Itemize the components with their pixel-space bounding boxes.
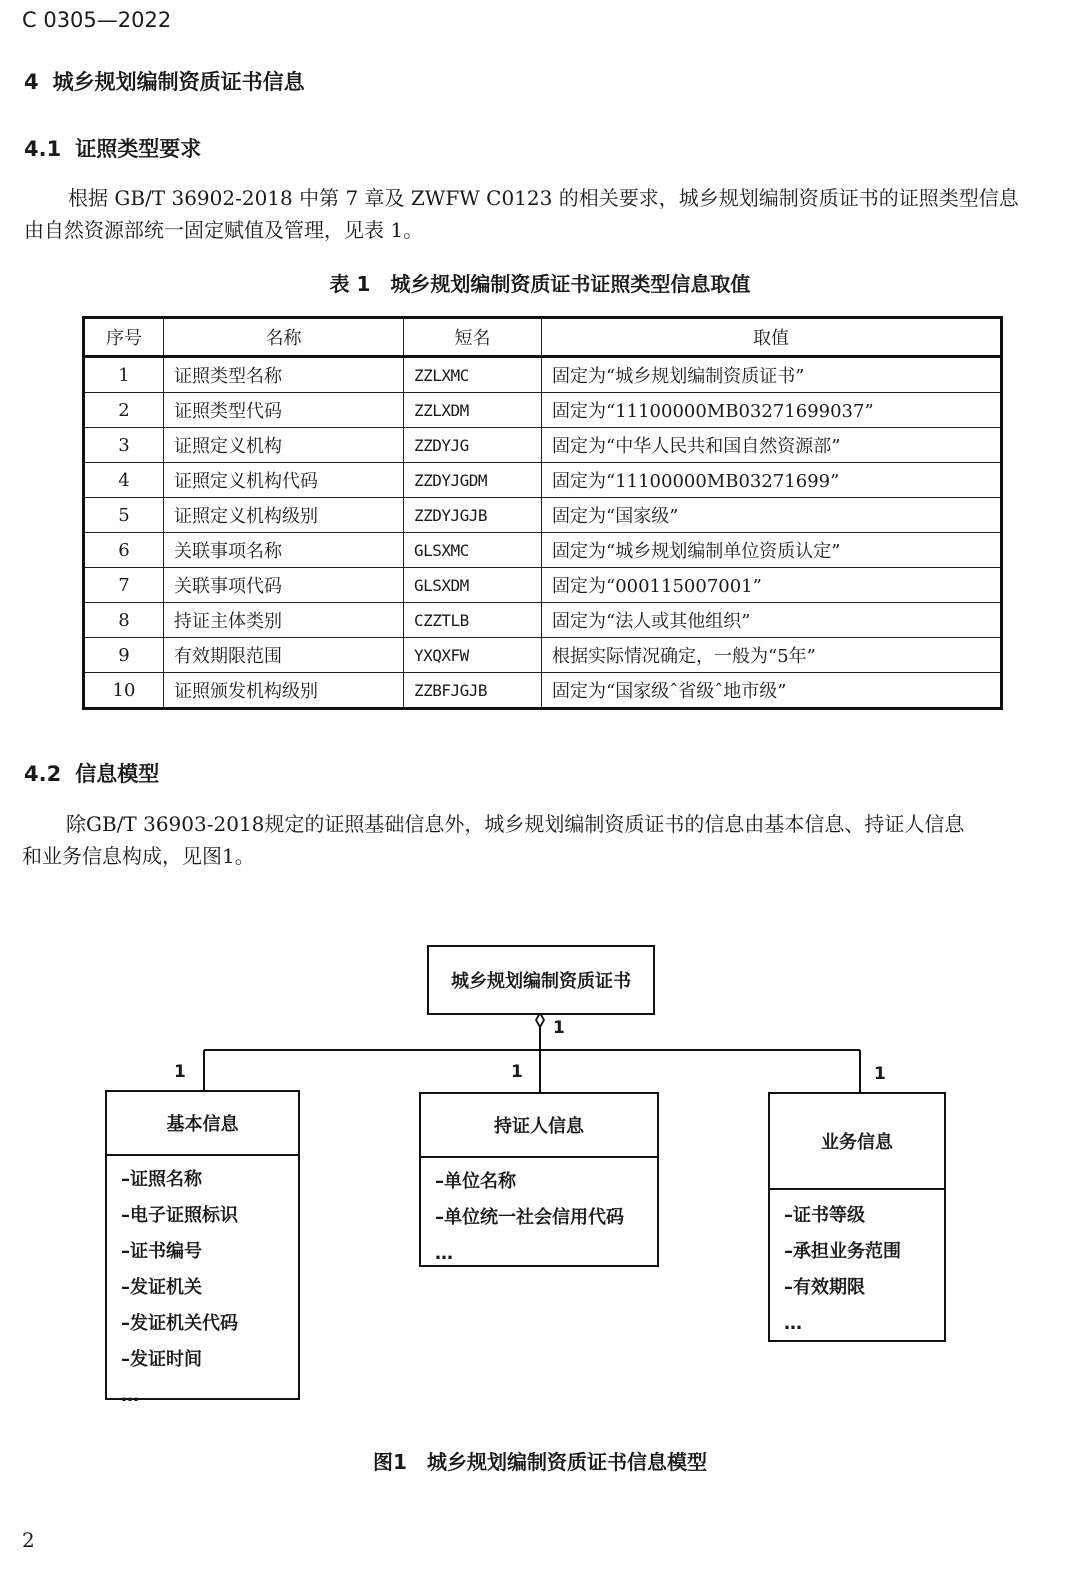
cell-name: 证照类型代码 (164, 393, 404, 428)
multiplicity-business-info: 1 (874, 1064, 886, 1084)
cell-short-name: ZZBFJGJB (404, 673, 542, 709)
uml-attribute: –电子证照标识 (121, 1205, 238, 1226)
uml-class-basic-info-title: 基本信息 (107, 1092, 298, 1156)
uml-class-business-info-attributes (770, 1190, 944, 1342)
section-4-title: 城乡规划编制资质证书信息 (52, 70, 305, 94)
cell-index: 2 (84, 393, 164, 428)
cell-name: 持证主体类别 (164, 603, 404, 638)
section-4-number: 4 (24, 70, 39, 94)
multiplicity-basic-info: 1 (174, 1062, 186, 1082)
section-4-1-paragraph-line-2: 由自然资源部统一固定赋值及管理，见表 1。 (24, 218, 424, 242)
uml-attribute: –证书编号 (121, 1241, 202, 1262)
cell-short-name: ZZDYJGJB (404, 498, 542, 533)
section-4-1-paragraph-line-1: 根据 GB/T 36902-2018 中第 7 章及 ZWFW C0123 的相关要求，城乡规划编制资质证书的证照类型信息 (68, 186, 1019, 210)
cell-value: 固定为“11100000MB03271699” (542, 463, 1002, 498)
uml-class-certificate-title: 城乡规划编制资质证书 (451, 971, 631, 992)
cell-index: 4 (84, 463, 164, 498)
uml-class-basic-info-attributes (107, 1156, 298, 1414)
uml-class-business-info-title: 业务信息 (770, 1094, 944, 1190)
cell-short-name: ZZDYJGDM (404, 463, 542, 498)
uml-class-business-info (768, 1092, 946, 1342)
cell-value: 固定为“国家级ˆ省级ˆ地市级” (542, 673, 1002, 709)
cell-short-name: GLSXDM (404, 568, 542, 603)
section-4-2-paragraph-line-2: 和业务信息构成，见图1。 (22, 844, 255, 868)
cell-index: 10 (84, 673, 164, 709)
section-4-2-title: 信息模型 (75, 762, 160, 786)
cell-index: 5 (84, 498, 164, 533)
document-code: C 0305—2022 (22, 8, 172, 32)
uml-attribute: –单位统一社会信用代码 (435, 1207, 624, 1228)
column-header-short-name: 短名 (404, 318, 542, 357)
cell-index: 3 (84, 428, 164, 463)
uml-class-holder-info-title: 持证人信息 (421, 1094, 657, 1158)
cell-value: 固定为“11100000MB03271699037” (542, 393, 1002, 428)
multiplicity-holder-info: 1 (511, 1062, 523, 1082)
cell-value: 固定为“000115007001” (542, 568, 1002, 603)
cell-index: 1 (84, 357, 164, 393)
section-4-2-number: 4.2 (24, 762, 62, 786)
uml-attribute: –发证机关代码 (121, 1313, 238, 1334)
cell-value: 固定为“城乡规划编制资质证书” (542, 357, 1002, 393)
cell-index: 8 (84, 603, 164, 638)
cell-short-name: YXQXFW (404, 638, 542, 673)
cell-short-name: CZZTLB (404, 603, 542, 638)
cell-value: 根据实际情况确定，一般为“5年” (542, 638, 1002, 673)
page-number: 2 (22, 1528, 35, 1552)
uml-class-holder-info (419, 1092, 659, 1267)
uml-class-holder-info-attributes (421, 1158, 657, 1272)
section-4-1-number: 4.1 (24, 137, 62, 161)
uml-attribute: –证书等级 (784, 1205, 865, 1226)
column-header-value: 取值 (542, 318, 1002, 357)
column-header-index: 序号 (84, 318, 164, 357)
uml-attribute: –单位名称 (435, 1171, 516, 1192)
cell-index: 6 (84, 533, 164, 568)
uml-attribute: … (121, 1385, 139, 1406)
cell-name: 证照定义机构 (164, 428, 404, 463)
cell-short-name: ZZDYJG (404, 428, 542, 463)
cell-name: 有效期限范围 (164, 638, 404, 673)
uml-attribute: –发证时间 (121, 1349, 202, 1370)
cell-name: 关联事项名称 (164, 533, 404, 568)
cell-value: 固定为“国家级” (542, 498, 1002, 533)
cell-name: 证照定义机构级别 (164, 498, 404, 533)
uml-attribute: … (784, 1313, 802, 1334)
cell-short-name: ZZLXDM (404, 393, 542, 428)
uml-attribute: … (435, 1243, 453, 1264)
uml-class-certificate (427, 945, 655, 1015)
cell-name: 证照定义机构代码 (164, 463, 404, 498)
uml-attribute: –证照名称 (121, 1169, 202, 1190)
cell-name: 证照颁发机构级别 (164, 673, 404, 709)
multiplicity-root: 1 (553, 1018, 565, 1038)
cell-value: 固定为“法人或其他组织” (542, 603, 1002, 638)
aggregation-diamond-icon (536, 1013, 544, 1027)
cell-index: 7 (84, 568, 164, 603)
cell-short-name: GLSXMC (404, 533, 542, 568)
table-1-caption: 表 1 城乡规划编制资质证书证照类型信息取值 (329, 272, 751, 296)
cell-index: 9 (84, 638, 164, 673)
cell-value: 固定为“中华人民共和国自然资源部” (542, 428, 1002, 463)
cell-name: 关联事项代码 (164, 568, 404, 603)
uml-attribute: –承担业务范围 (784, 1241, 901, 1262)
uml-class-basic-info (105, 1090, 300, 1406)
uml-attribute: –发证机关 (121, 1277, 202, 1298)
figure-1-caption: 图1 城乡规划编制资质证书信息模型 (373, 1450, 707, 1474)
uml-attribute: –有效期限 (784, 1277, 865, 1298)
section-4-2-paragraph-line-1: 除GB/T 36903-2018规定的证照基础信息外，城乡规划编制资质证书的信息由基本信息、持证人信息 (66, 812, 965, 836)
cell-short-name: ZZLXMC (404, 357, 542, 393)
cell-name: 证照类型名称 (164, 357, 404, 393)
section-4-1-title: 证照类型要求 (75, 137, 202, 161)
cell-value: 固定为“城乡规划编制单位资质认定” (542, 533, 1002, 568)
column-header-name: 名称 (164, 318, 404, 357)
